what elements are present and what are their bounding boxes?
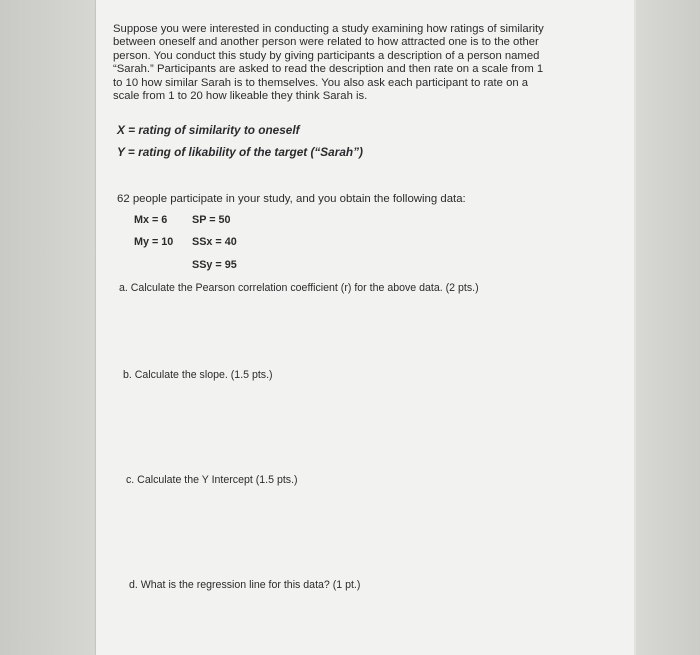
background-right xyxy=(630,0,700,655)
stat-ss-y: SSy = 95 xyxy=(192,259,237,271)
intro-line: to 10 how similar Sarah is to themselves. You also ask each participant to rate on a xyxy=(113,76,529,89)
intro-line: scale from 1 to 20 how likeable they think Sarah is. xyxy=(113,90,368,103)
question-d: d. What is the regression line for this data? (1 pt.) xyxy=(129,579,361,591)
intro-paragraph xyxy=(113,23,583,103)
intro-line: person. You conduct this study by giving participants a description of a person named xyxy=(113,49,540,62)
stat-mean-y: My = 10 xyxy=(134,236,174,248)
stat-sp: SP = 50 xyxy=(192,214,231,226)
intro-line: “Sarah.” Participants are asked to read the description and then rate on a scale from 1 xyxy=(113,63,544,76)
intro-line: between oneself and another person were related to how attracted one is to the other xyxy=(113,36,539,49)
background-left xyxy=(0,0,95,655)
question-a: a. Calculate the Pearson correlation coefficient (r) for the above data. (2 pts.) xyxy=(119,282,479,294)
question-b: b. Calculate the slope. (1.5 pts.) xyxy=(123,369,273,381)
data-intro: 62 people participate in your study, and you obtain the following data: xyxy=(117,193,466,205)
paper-edge xyxy=(634,0,636,655)
definition-x: X = rating of similarity to oneself xyxy=(117,123,300,137)
intro-line: Suppose you were interested in conducting a study examining how ratings of similarity xyxy=(113,23,544,35)
stat-ss-x: SSx = 40 xyxy=(192,236,237,248)
question-c: c. Calculate the Y Intercept (1.5 pts.) xyxy=(126,474,298,486)
definition-y: Y = rating of likability of the target (“Sarah”) xyxy=(117,145,363,159)
stat-mean-x: Mx = 6 xyxy=(134,214,168,226)
